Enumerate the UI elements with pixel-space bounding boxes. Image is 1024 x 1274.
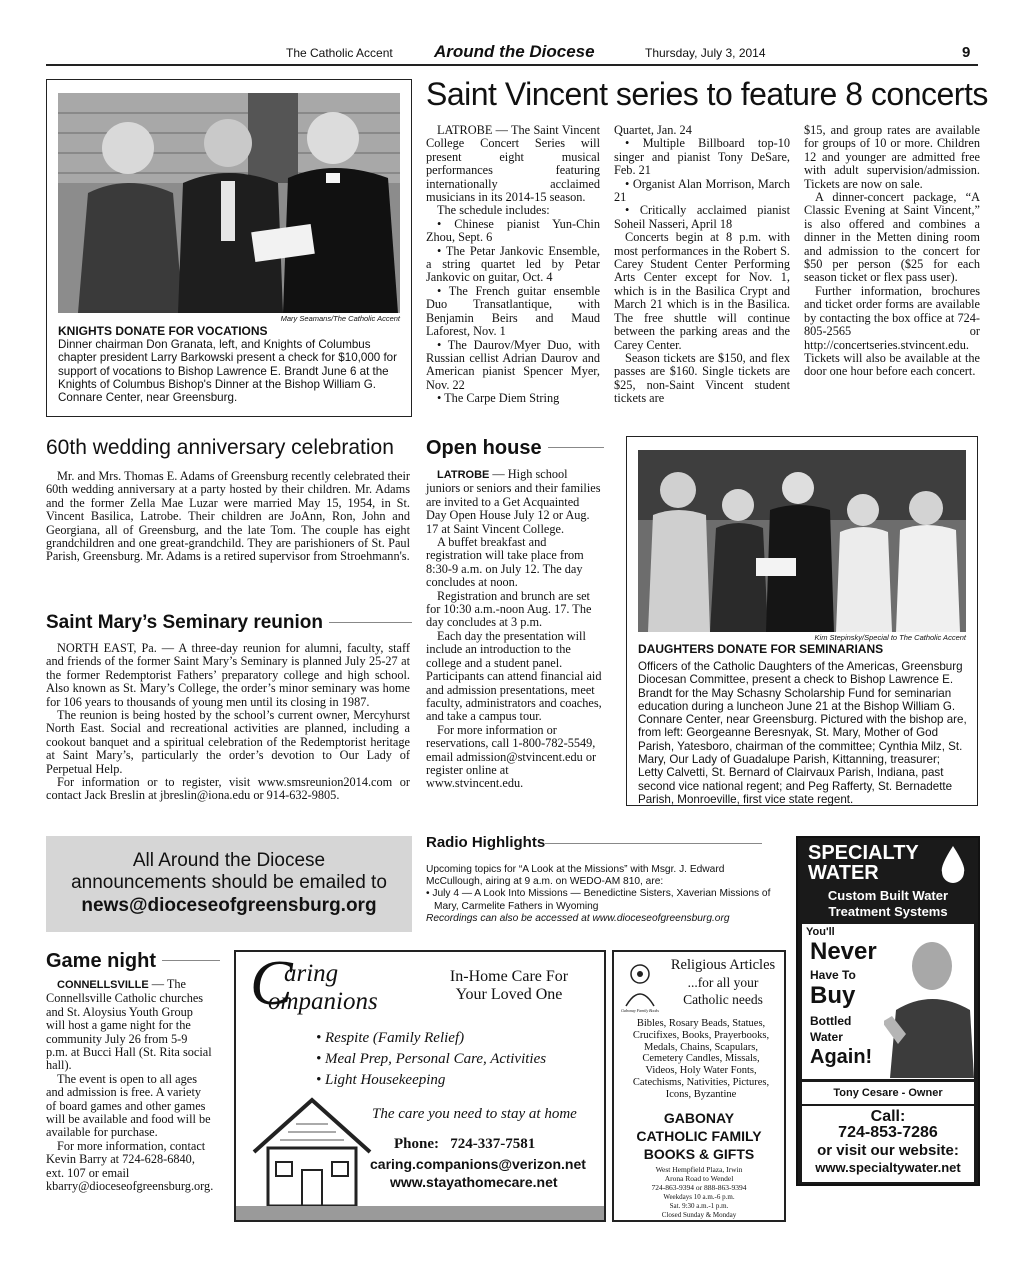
caring-service-3-text: Light Housekeeping (325, 1072, 446, 1088)
gabonay-hours3: Closed Sunday & Monday (661, 1211, 737, 1219)
radio-body (426, 864, 772, 925)
openhouse-dateline: LATROBE (437, 469, 490, 481)
water-l2: Never (810, 938, 877, 965)
water-l4: Buy (810, 982, 856, 1009)
openhouse-p4: Each day the presentation will include an introduction to the college and a student panel. Participants can attend financial aid and admission presentations, meet faculty, administrators and coaches, and take a campus tour. (426, 628, 602, 724)
knights-photo (58, 93, 400, 313)
masthead-date: Thursday, July 3, 2014 (645, 46, 766, 60)
gabonay-name-2: CATHOLIC FAMILY (636, 1128, 762, 1144)
water-web[interactable]: www.specialtywater.net (815, 1160, 961, 1175)
concerts-col-3 (804, 124, 980, 379)
caring-email[interactable]: caring.companions@verizon.net (370, 1156, 586, 1172)
daughters-photo-credit: Kim Stepinsky/Special to The Catholic Accent (814, 633, 966, 642)
caring-logo-c: C (250, 947, 293, 1018)
anniversary-body (46, 470, 410, 564)
gabonay-name-1: GABONAY (663, 1110, 735, 1126)
concerts-col3-p3: Further information, brochures and ticket order forms are available by contacting the box office at 724-805-2565 or http://concertseries.stvincent.edu. Tickets will also be available at the door one hour before each concert. (804, 283, 980, 379)
gamenight-dateline: CONNELLSVILLE (57, 979, 149, 991)
water-l3: Have To (810, 968, 856, 982)
concerts-col-1 (426, 124, 600, 406)
concerts-col2-p2: • Multiple Billboard top-10 singer and pianist Tony DeSare, Feb. 21 (614, 136, 790, 178)
masthead-paper: The Catholic Accent (286, 46, 393, 60)
caring-slogan: The care you need to stay at home (372, 1106, 577, 1122)
caring-service-1: • Respite (Family Relief) (316, 1030, 465, 1046)
caring-phone-row (394, 1136, 535, 1153)
caring-service-3: • Light Housekeeping (316, 1072, 446, 1088)
water-phone: 724-853-7286 (838, 1124, 938, 1141)
seminary-p2: The reunion is being hosted by the school’s current owner, Mercyhurst North East. Social and recreational activities are planned, including a cookout banquet and a spiritual celebration of the Redemptorist heritage at Saint Mary’s, particularly the order’s devotion to Our Lady of Perpetual Help. (46, 708, 410, 776)
concerts-col2-p5: Concerts begin at 8 p.m. with most performances in the Robert S. Carey Student Center Performing Arts Center except for Nov. 1, which is in the Basilica Crypt and March 21 which is in the Basilica. The free shuttle will continue between the parking areas and the Carey Center. (614, 230, 790, 352)
concerts-col2-p4: • Critically acclaimed pianist Soheil Nasseri, April 18 (614, 203, 790, 231)
caring-logo-top: aring (284, 960, 339, 987)
openhouse-p5: For more information or reservations, call 1-800-782-5549, email admission@stvincent.edu or register online at www.stvincent.edu. (426, 722, 597, 791)
water-tag-2: Treatment Systems (828, 904, 948, 919)
water-l7: Again! (810, 1046, 873, 1068)
gabonay-ad[interactable] (612, 950, 786, 1222)
water-visit: or visit our website: (817, 1142, 959, 1159)
gabonay-hours1: Weekdays 10 a.m.-6 p.m. (663, 1193, 735, 1201)
seminary-body (46, 642, 410, 803)
gabonay-phones: 724-863-9394 or 888-863-9394 (651, 1183, 747, 1192)
concerts-col2-p3: • Organist Alan Morrison, March 21 (614, 176, 790, 205)
caring-service-2: • Meal Prep, Personal Care, Activities (316, 1051, 547, 1067)
concerts-col1-p6: • The Daurov/Myer Duo, with Russian cellist Adrian Daurov and American pianist Spencer Myer, Nov. 22 (426, 337, 600, 392)
gabonay-title: Religious Articles (670, 957, 776, 973)
water-l5: Bottled (810, 1014, 852, 1028)
gamenight-body (46, 978, 212, 1194)
gabonay-sub1: ...for all your (687, 975, 759, 990)
concerts-col1-p5: • The French guitar ensemble Duo Transatlantique, with Benjamin Beirs and Maud Laforest, Nov. 1 (426, 283, 600, 339)
radio-note: Recordings can also be accessed at www.dioceseofgreensburg.org (426, 912, 730, 924)
gabonay-logo-text: Gabonay Family Books (621, 1008, 659, 1013)
openhouse-lead (426, 468, 602, 536)
caring-tagline-2: Your Loved One (455, 986, 563, 1003)
daughters-caption-heading: DAUGHTERS DONATE FOR SEMINARIANS (638, 642, 884, 656)
announce-line2: announcements should be emailed to (71, 872, 387, 893)
concerts-col1-p2: The schedule includes: (437, 203, 550, 218)
concerts-col2-p6: Season tickets are $150, and flex passes are $160. Single tickets are $25, non-Saint Vincent student tickets are (614, 350, 790, 406)
knights-caption: Dinner chairman Don Granata, left, and Knights of Columbus chapter president Larry Barkowski present a check for $10,000 for support of vocations to Bishop Lawrence E. Brandt June 6 at the Knights of Columbus Bishop's Dinner at the Bishop William G. Connare Center, near Greensburg. (58, 338, 397, 405)
radio-item: • July 4 — A Look Into Missions — Benedictine Sisters, Xaverian Missions of Mary, Carmelite Fathers in Wyoming (426, 888, 771, 912)
gamenight-p3: For more information, contact Kevin Barry at 724-628-6840, ext. 107 or email kbarry@dioceseofgreensburg.org. (46, 1138, 214, 1194)
masthead-section: Around the Diocese (434, 42, 595, 61)
caring-footer-bar (236, 1206, 604, 1220)
concerts-col1-p3: • Chinese pianist Yun-Chin Zhou, Sept. 6 (426, 216, 600, 245)
radio-rule (545, 843, 762, 844)
gamenight-header (46, 950, 220, 973)
concerts-col3-p2: A dinner-concert package, “A Classic Evening at Saint Vincent,” is also offered and combines a dinner in the Metten dining room and admission to the concert for $50 per person ($25 for each season ticket or flex pass user). (804, 190, 980, 285)
caring-companions-ad[interactable] (234, 947, 606, 1222)
water-l6: Water (810, 1030, 843, 1044)
concerts-col1-p1: LATROBE — The Saint Vincent College Concert Series will present eight musical performances featuring internationally acclaimed musicians in its 2014-15 season. (426, 123, 600, 205)
announce-line1: All Around the Diocese (132, 850, 326, 871)
anniversary-headline: 60th wedding anniversary celebration (46, 436, 394, 459)
seminary-rule (329, 622, 412, 623)
concerts-col2-p1: Quartet, Jan. 24 (614, 123, 692, 137)
gabonay-name-3: BOOKS & GIFTS (643, 1146, 755, 1162)
concerts-headline: Saint Vincent series to feature 8 concerts (426, 76, 988, 112)
gabonay-addr1: West Hempfield Plaza, Irwin (655, 1165, 743, 1174)
seminary-headline: Saint Mary’s Seminary reunion (46, 612, 323, 633)
concerts-col-2 (614, 124, 790, 406)
caring-logo-bottom: ompanions (268, 988, 378, 1015)
gabonay-logo (620, 960, 660, 1010)
openhouse-lead-text: — High school juniors or seniors and their families are invited to a Get Acquainted Day Open House July 12 or Aug. 17 at Saint Vincent College. (426, 467, 601, 536)
gamenight-p2: The event is open to all ages and admission is free. A variety of board games and other games will be available and food will be available for purchase. (46, 1071, 211, 1140)
caring-service-2-text: Meal Prep, Personal Care, Activities (325, 1051, 547, 1067)
caring-phone: 724-337-7581 (450, 1136, 536, 1152)
gabonay-addr2: Arona Road to Wendel (664, 1174, 734, 1183)
water-owner: Tony Cesare - Owner (833, 1087, 943, 1099)
specialty-water-ad[interactable] (796, 836, 980, 1186)
openhouse-header (426, 437, 604, 460)
caring-tagline-1: In-Home Care For (449, 968, 569, 985)
caring-service-1-text: Respite (Family Relief) (325, 1030, 465, 1046)
concerts-col1-p7: • The Carpe Diem String (437, 391, 560, 406)
openhouse-headline: Open house (426, 437, 542, 459)
radio-header (426, 834, 762, 851)
caring-services (316, 1028, 546, 1091)
anniversary-text: Mr. and Mrs. Thomas E. Adams of Greensburg recently celebrated their 60th wedding anniversary at a party hosted by their children. Mr. Adams and the former Zella Mae Luzar were married May 15, 1954, in St. Vincent Basilica, Latrobe. Their children are JoAnn, Ron, John and Georgiana, all of Greensburg, and the late Tom. The couple has eight grandchildren and one great-grandchild. They are parishioners of St. Paul Parish, Greensburg. Mr. Adams is a retired supervisor from Stroehmann's. (46, 469, 410, 564)
water-call: Call: (870, 1108, 906, 1125)
house-icon (250, 1092, 374, 1210)
water-l1: You'll (806, 926, 835, 938)
openhouse-p2: A buffet breakfast and registration will take place from 8:30-9 a.m. on July 12. The day concludes at noon. (426, 535, 584, 590)
gabonay-items: Bibles, Rosary Beads, Statues, Crucifixes, Books, Prayerbooks, Medals, Chains, Scapulars, Cemetery Candles, Missals, Videos, Holy Water Fonts, Catechisms, Nativities, Pictures, Icons, Byzantine (632, 1018, 770, 1100)
water-tag-1: Custom Built Water (827, 888, 949, 903)
water-brand-1: SPECIALTY (808, 842, 919, 864)
gamenight-lead-text: — The Connellsville Catholic churches and St. Aloysius Youth Group will host a game night for the community July 26 from 5-9 p.m. at Bucci Hall (St. Rita social hall). (46, 977, 212, 1073)
gamenight-rule (162, 960, 220, 961)
water-brand-2: WATER (808, 862, 879, 884)
radio-headline: Radio Highlights (426, 834, 546, 851)
seminary-p3: For information or to register, visit www.smsreunion2014.com or contact Jack Breslin at jbreslin@iona.edu or 914-632-9805. (46, 775, 410, 803)
gamenight-headline: Game night (46, 950, 157, 972)
radio-intro: Upcoming topics for “A Look at the Missions” with Msgr. J. Edward McCullough, airing at 9 a.m. on WEDO-AM 810, are: (426, 864, 725, 888)
openhouse-body (426, 468, 602, 791)
caring-web[interactable]: www.stayathomecare.net (390, 1174, 558, 1190)
daughters-photo (638, 450, 966, 632)
seminary-p1: NORTH EAST, Pa. — A three-day reunion for alumni, faculty, staff and friends of the former Saint Mary’s Seminary is planned July 25-27 at the former Redemptorist Fathers’ preparatory college and high school. Also known as St. Mary’s College, the order’s minor seminary was home for 106 years to thousands of young men until its closing in 1987. (46, 641, 410, 709)
gamenight-lead (46, 978, 212, 1073)
concerts-col3-p1: $15, and group rates are available for groups of 10 or more. Children 12 and younger are admitted free with adult supervision/admission. Tickets are now on sale. (804, 123, 980, 191)
daughters-caption: Officers of the Catholic Daughters of the Americas, Greensburg Diocesan Committee, present a check to Bishop Lawrence E. Brandt for the May Schasny Scholarship Fund for seminarian education during a luncheon June 21 at the Bishop William G. Connare Center, near Greensburg. Pictured with the bishop are, from left: Georgeanne Beresnyak, St. Mary, Mother of God Parish, Yatesboro, chairman of the committee; Cynthia Milz, St. Mary, Our Lady of Guadalupe Parish, Kittanning, treasurer; Letty Calvetti, St. Bernard of Clairvaux Parish, Indiana, past second vice national regent; and Peg Rafferty, St. Bernadette Parish, Monroeville, first vice state regent. (638, 660, 967, 806)
gabonay-hours2: Sat. 9:30 a.m.-1 p.m. (669, 1202, 729, 1210)
openhouse-rule (548, 447, 604, 448)
openhouse-p3: Registration and brunch are set for 10:30 a.m.-noon Aug. 17. The day concludes at 3 p.m. (426, 588, 592, 630)
water-drop-icon (938, 844, 968, 884)
concerts-col1-p4: • The Petar Jankovic Ensemble, a string quartet led by Petar Jankovic on guitar, Oct. 4 (426, 243, 600, 285)
announcements-box (46, 836, 412, 932)
knights-caption-heading: KNIGHTS DONATE FOR VOCATIONS (58, 324, 268, 338)
page-number: 9 (962, 44, 971, 61)
announce-email[interactable]: news@dioceseofgreensburg.org (81, 895, 377, 916)
caring-phone-label: Phone: (394, 1136, 439, 1152)
seminary-header (46, 612, 412, 634)
knights-photo-credit: Mary Seamans/The Catholic Accent (280, 314, 400, 323)
owner-photo (884, 926, 974, 1078)
masthead-rule (46, 64, 978, 66)
gabonay-sub2: Catholic needs (683, 992, 763, 1007)
